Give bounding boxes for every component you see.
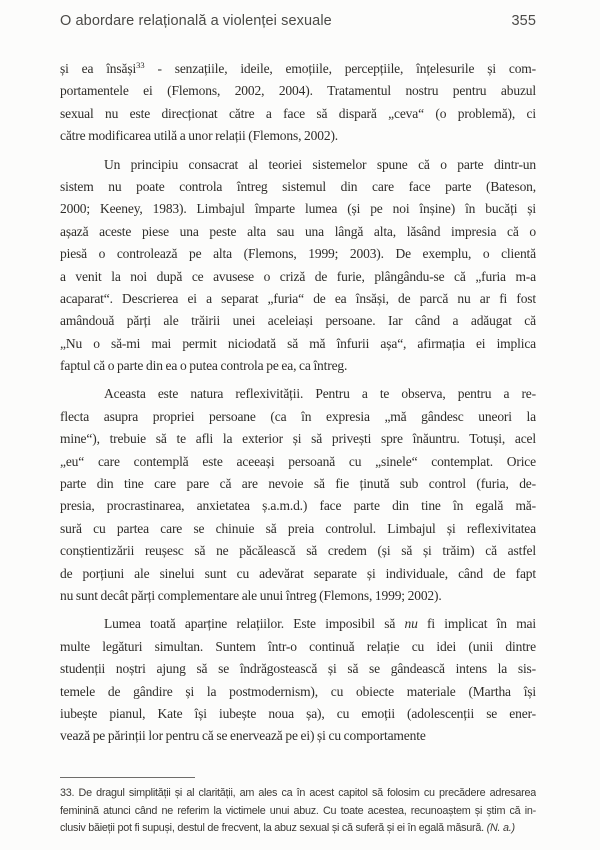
text-line: multe legături simultan. Suntem într-o continuă relație cu idei (unii dintre	[60, 638, 536, 654]
text-line: conștientizării reușesc să ne păcălească să credem (și să și trăim) că astfel	[60, 543, 536, 559]
text-line: temele de gândire și la postmodernism), cu obiecte materiale (Martha își	[60, 683, 536, 699]
text-line: amândouă părți ale trăirii unei aceleiași persoane. Iar când a adăugat că	[60, 313, 536, 329]
text-line: mine“), trebuie să te afli la exterior și să privești spre înăuntru. Totuși, acel	[60, 431, 536, 447]
text-line: sexual nu este direcționat către a face să dispară „ceva“ (o problemă), ci	[60, 105, 536, 121]
text-line: piesă o controlează pe alta (Flemons, 1999; 2003). De exemplu, o clientă	[60, 246, 536, 262]
paragraph-3	[60, 383, 536, 607]
text-line: parte din tine care pare că are nevoie să fie ținută sub control (furia, de-	[60, 476, 536, 492]
text-line: așază aceste piese una peste alta sau una lângă alta, lăsând impresia că o	[60, 223, 536, 239]
text-line: Aceasta este natura reflexivității. Pentru a te observa, pentru a re-	[104, 386, 536, 402]
text-segment: - senzațiile, ideile, emoțiile, percepțiile, înțelesurile și com-	[144, 61, 536, 76]
paragraph-1	[60, 58, 536, 148]
text-line: flecta asupra propriei persoane (ca în expresia „mă gândesc uneori la	[60, 408, 536, 424]
paragraph-4	[60, 613, 536, 747]
text-line: sură cu partea care se chinuie să preia controlul. Limbajul și reflexivitatea	[60, 520, 536, 536]
text-line: 2000; Keeney, 1983). Limbajul împarte lumea (și pe noi înșine) în bucăți și	[60, 201, 536, 217]
text-line: presia, procrastinarea, anxietatea ș.a.m.d.) face parte din tine în egală mă-	[60, 498, 536, 514]
footnote-line	[60, 820, 536, 838]
text-segment: fi implicat în mai	[417, 616, 536, 632]
text-line: „Nu o să-mi mai permit niciodată să mă înfurii așa“, afirmația ei implica	[60, 335, 536, 351]
text-line: portamentele ei (Flemons, 2002, 2004). Tratamentul nostru pentru abuzul	[60, 83, 536, 99]
page-number: 355	[511, 13, 536, 29]
text-line: iubește pianul, Kate își iubește noua șa), cu emoții (adolescenții se ener-	[60, 705, 536, 721]
text-line	[60, 58, 536, 80]
text-line: „eu“ care contemplă este aceeași persoană cu „sinele“ contemplat. Orice	[60, 453, 536, 469]
text-line: Un principiu consacrat al teoriei sistemelor spune că o parte dintr-un	[104, 156, 536, 172]
text-segment: și ea însăși	[60, 61, 137, 76]
emphasized-text: nu	[404, 616, 418, 632]
footnote-line: feminină atunci când ne referim la victimele unui abuz. Cu toate acestea, recunoaștem și știm că in-	[60, 804, 536, 817]
text-line: studenții noștri ajung să se îndrăgostească și să se gândească intens la sis-	[60, 661, 536, 677]
text-line: de porțiuni ale sinelui sunt cu adevărat separate și individuale, când de fapt	[60, 565, 536, 581]
running-head-title: O abordare relațională a violenței sexuale	[60, 13, 332, 29]
author-note-marker: (N. a.)	[486, 822, 515, 834]
text-line: sistem nu poate controla întreg sistemul din care face parte (Bateson,	[60, 178, 536, 194]
text-segment: clusiv băieții pot fi supuși, destul de frecvent, la abuz sexual și că suferă și ei în egală măsură.	[60, 822, 487, 834]
text-line	[60, 613, 536, 635]
text-line: vează pe părinții lor pentru că se enervează pe ei) și cu comportamente	[60, 728, 426, 744]
text-line: nu sunt decât părți complementare ale unui întreg (Flemons, 1999; 2002).	[60, 587, 442, 603]
paragraph-2	[60, 154, 536, 378]
text-line: acaparat“. Descrierea ei a separat „furia“ de ea însăși, de parcă nu ar fi fost	[60, 290, 536, 306]
footnote-33	[60, 785, 536, 838]
footnote-reference-33: 33	[136, 60, 145, 70]
footnote-separator	[60, 777, 195, 778]
footnote-line: 33. De dragul simplității și al clarității, am ales ca în acest capitol să folosim cu precădere adresarea	[60, 787, 536, 799]
text-segment: Lumea toată aparține relațiilor. Este imposibil să	[104, 616, 405, 632]
text-line: a venit la noi după ce avusese o criză de furie, plângându-se că „furia m-a	[60, 268, 536, 284]
text-line: faptul că o parte din ea o putea controla pe ea, ca întreg.	[60, 358, 348, 374]
running-head	[60, 13, 536, 29]
body-text	[60, 58, 536, 754]
text-line: către modificarea utilă a unor relații (Flemons, 2002).	[60, 128, 339, 144]
